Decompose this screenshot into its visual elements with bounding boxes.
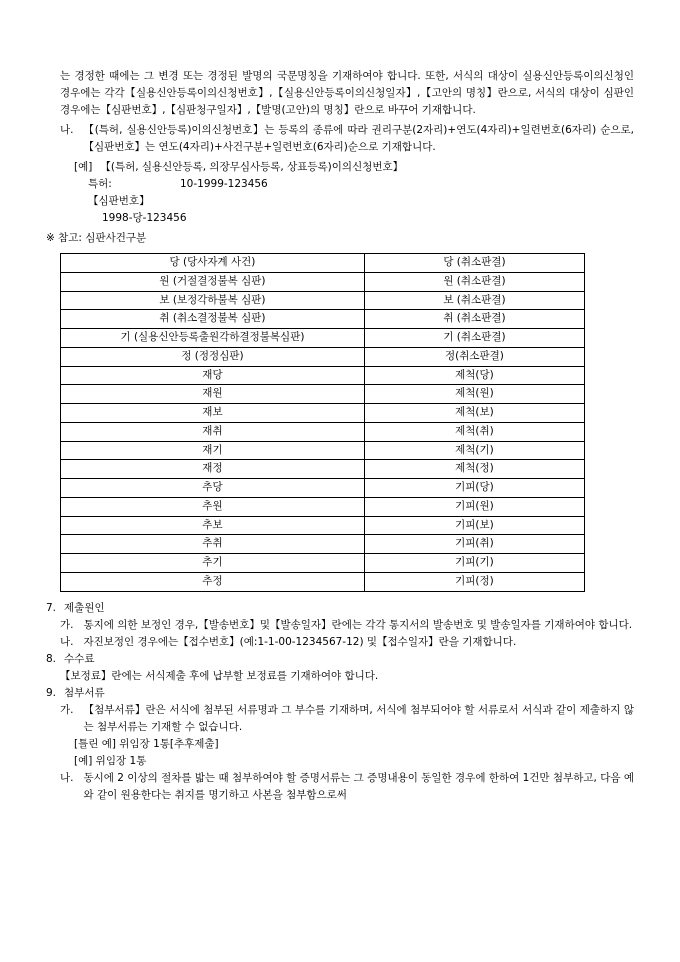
note-line: ※ 참고: 심판사건구분 (46, 232, 147, 244)
section-9-item-na-marker: 나. (60, 771, 74, 784)
table-cell-right: 기피(기) (364, 554, 584, 573)
table-row (61, 291, 585, 310)
example-marker: [예] (74, 161, 93, 173)
table-cell-left: 추원 (61, 497, 365, 516)
table-cell-right: 제척(원) (364, 385, 584, 404)
table-cell-left: 추보 (61, 516, 365, 535)
table-row (61, 404, 585, 423)
table-row (61, 460, 585, 479)
table-cell-right: 보 (취소판결) (364, 291, 584, 310)
section-9-item-ga-text: 【첨부서류】란은 서식에 첨부된 서류명과 그 부수를 기재하며, 서식에 첨부되어야 할 서류로서 서식과 같이 제출하지 않는 첨부서류는 기재할 수 없습니다. (83, 703, 634, 733)
table-cell-right: 원 (취소판결) (364, 272, 584, 291)
section-7-item-na-marker: 나. (60, 635, 74, 648)
table-cell-right: 기피(정) (364, 572, 584, 591)
table-row (61, 497, 585, 516)
table-cell-right: 기피(보) (364, 516, 584, 535)
table-cell-right: 기피(취) (364, 535, 584, 554)
section-9-item-ga (60, 702, 634, 736)
wrong-example-line: [틀린 예] 위임장 1통[추후제출] (74, 737, 219, 750)
table-cell-right: 제척(당) (364, 366, 584, 385)
table-row (61, 479, 585, 498)
example-trial-title: 【심판번호】 (88, 195, 150, 207)
table-cell-right: 제척(취) (364, 422, 584, 441)
section-8-body: 【보정료】란에는 서식제출 후에 납부할 보정료를 기재하여야 합니다. (60, 669, 379, 682)
table-row (61, 385, 585, 404)
section-7-number: 7. (46, 601, 57, 614)
table-cell-right: 당 (취소판결) (364, 254, 584, 273)
section-9-heading (46, 685, 634, 702)
table-cell-left: 추당 (61, 479, 365, 498)
section-7-item-ga-marker: 가. (60, 618, 74, 631)
section-9-title: 첨부서류 (64, 686, 105, 699)
table-cell-left: 추정 (61, 572, 365, 591)
item-na-text: 【(특허, 실용신안등록)이의신청번호】는 등록의 종류에 따라 권리구분(2자리)+연도(4자리)+일련번호(6자리) 순으로,【심판번호】는 연도(4자리)+사건구분+일련번호(6자리)순으로 기재합니다. (83, 124, 634, 153)
example-patent-value: 10-1999-123456 (180, 178, 268, 190)
table-cell-left: 취 (취소결정불복 심판) (61, 310, 365, 329)
table-row (61, 535, 585, 554)
table-cell-right: 기피(당) (364, 479, 584, 498)
section-7-item-na (60, 634, 634, 651)
table-cell-left: 추기 (61, 554, 365, 573)
section-9-item-ga-marker: 가. (60, 703, 74, 716)
table-row (61, 516, 585, 535)
table-cell-left: 재정 (61, 460, 365, 479)
table-body (61, 254, 585, 592)
table-cell-left: 보 (보정각하불복 심판) (61, 291, 365, 310)
table-row (61, 347, 585, 366)
table-row (61, 310, 585, 329)
section-7-title: 제출원인 (64, 601, 105, 614)
table-row (61, 422, 585, 441)
trial-case-classification-table (60, 253, 585, 592)
example-patent-label: 특허: (88, 178, 112, 190)
right-example-line: [예] 위임장 1통 (74, 754, 147, 767)
section-7-heading (46, 600, 634, 617)
section-7-item-ga (60, 617, 634, 634)
table-cell-right: 제척(기) (364, 441, 584, 460)
intro-paragraph: 는 경정한 때에는 그 변경 또는 경정된 발명의 국문명칭을 기재하여야 합니다. 또한, 서식의 대상이 실용신안등록이의신청인 경우에는 각각【실용신안등록이의신청번호】,【실용신안등록이의신청일자】,【고안의 명칭】란으로, 서식의 대상이 심판인 경우에는【심판번호】,【심판청구일자】,【발명(고안)의 명칭】란으로 바꾸어 기재합니다. (60, 70, 634, 116)
table-cell-left: 추취 (61, 535, 365, 554)
table-cell-left: 원 (거절결정불복 심판) (61, 272, 365, 291)
table-row (61, 554, 585, 573)
table-cell-right: 취 (취소판결) (364, 310, 584, 329)
item-na-marker: 나. (60, 124, 74, 136)
table-cell-right: 기 (취소판결) (364, 329, 584, 348)
section-8-number: 8. (46, 652, 57, 665)
section-9-item-na (60, 770, 634, 804)
table-row (61, 366, 585, 385)
table-row (61, 254, 585, 273)
section-7-item-na-text: 자진보정인 경우에는【접수번호】(예:1-1-00-1234567-12) 및【접수일자】란을 기재합니다. (83, 635, 517, 648)
table-cell-left: 재보 (61, 404, 365, 423)
table-cell-left: 재당 (61, 366, 365, 385)
table-cell-left: 재취 (61, 422, 365, 441)
section-8-title: 수수료 (64, 652, 95, 665)
table-cell-left: 정 (정정심판) (61, 347, 365, 366)
section-9-number: 9. (46, 686, 57, 699)
table-row (61, 572, 585, 591)
table-row (61, 329, 585, 348)
table-cell-left: 재기 (61, 441, 365, 460)
table-cell-right: 기피(원) (364, 497, 584, 516)
example-trial-value: 1998-당-123456 (102, 212, 187, 224)
table-cell-right: 제척(정) (364, 460, 584, 479)
section-7-item-ga-text: 통지에 의한 보정인 경우,【발송번호】및【발송일자】란에는 각각 통지서의 발송번호 및 발송일자를 기재하여야 합니다. (83, 618, 633, 631)
example-block (74, 159, 634, 176)
section-9-item-na-text: 동시에 2 이상의 절차를 밟는 때 첨부하여야 할 증명서류는 그 증명내용이 동일한 경우에 한하여 1건만 첨부하고, 다음 예와 같이 원용한다는 취지를 명기하고 사본을 첨부함으로써 (83, 771, 634, 801)
table-cell-left: 당 (당사자계 사건) (61, 254, 365, 273)
item-na-block (60, 122, 634, 156)
table-row (61, 441, 585, 460)
example-patent-row (88, 176, 634, 193)
section-8-heading (46, 651, 634, 668)
table-cell-right: 정(취소판결) (364, 347, 584, 366)
table-row (61, 272, 585, 291)
table-cell-left: 재원 (61, 385, 365, 404)
table-cell-left: 기 (실용신안등록출원각하결정불복심판) (61, 329, 365, 348)
table-cell-right: 제척(보) (364, 404, 584, 423)
example-title: 【(특허, 실용신안등록, 의장무심사등록, 상표등록)이의신청번호】 (100, 161, 404, 173)
